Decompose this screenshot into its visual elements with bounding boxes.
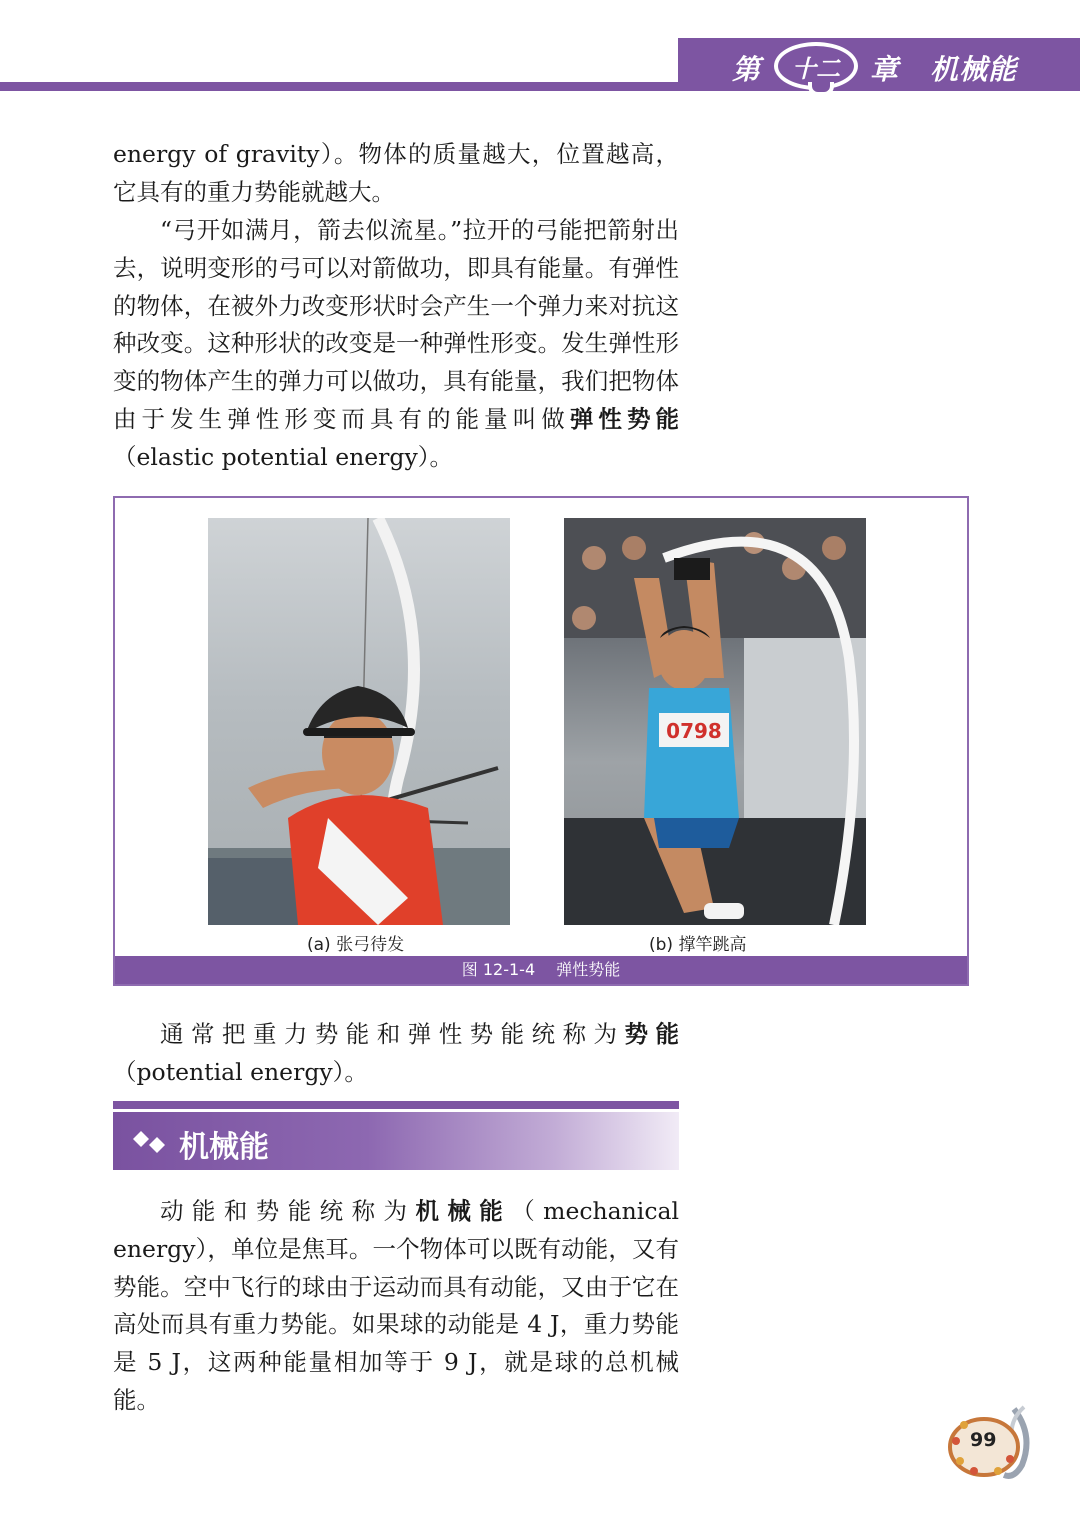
pole-vault-photo [564,518,866,925]
paragraph-elastic-energy [113,212,679,477]
paragraph-mechanical-energy [113,1193,679,1420]
archer-photo [208,518,510,925]
term-potential-energy: 势能 [624,1020,679,1048]
paragraph-text: （elastic potential energy）。 [113,442,453,471]
chapter-title: 机械能 [930,53,1018,86]
page-number-badge [944,1405,1040,1481]
paragraph-text: “弓开如满月，箭去似流星。”拉开的弓能把箭射出去，说明变形的弓可以对箭做功，即具有能量。有弹性的物体，在被外力改变形状时会产生一个弹力来对抗这种改变。这种形状的改变是一种弹性形变。发生弹性形变的物体产生的弹力可以做功，具有能量，我们把物体由于发生弹性形变而具有的能量叫做 [113,216,679,433]
caption-archery: (a) 张弓待发 [307,935,405,955]
paragraph-text: （mechanical energy），单位是焦耳。一个物体可以既有动能，又有势能。空中飞行的球由于运动而具有动能，又由于它在高处而具有重力势能。如果球的动能是 4 J，重力势能是 5 J，这两种能量相加等于 9 J，就是球的总机械能。 [113,1197,680,1414]
figure-title: 弹性势能 [556,960,621,979]
chapter-header [678,38,1080,90]
term-elastic-potential-energy: 弹性势能 [569,404,680,433]
paragraph-text: 通常把重力势能和弹性势能统称为 [160,1020,625,1048]
term-mechanical-energy: 机械能 [415,1197,512,1225]
figure-caption-band [115,956,967,984]
athlete-bib-number: 0798 [666,719,722,743]
section-rule [113,1101,679,1109]
paragraph-gravity-energy: energy of gravity）。物体的质量越大，位置越高，它具有的重力势能就越大。 [113,140,679,206]
paragraph-potential-energy [113,1016,679,1092]
paragraph-text: （potential energy）。 [113,1057,368,1086]
section-title: 机械能 [179,1130,269,1165]
figure-number: 图 12-1-4 [461,960,536,979]
diamond-bullet-icon [131,1129,171,1155]
page-number: 99 [970,1429,997,1451]
chapter-prefix: 第 [732,53,761,86]
chapter-suffix: 章 [870,53,899,86]
section-header [113,1112,679,1170]
paragraph-text: 动能和势能统称为 [160,1197,416,1225]
chapter-number-badge [774,42,858,90]
figure-elastic-potential-energy [113,496,969,986]
chapter-number: 十二 [792,54,840,83]
caption-pole-vault: (b) 撑竿跳高 [649,935,747,955]
